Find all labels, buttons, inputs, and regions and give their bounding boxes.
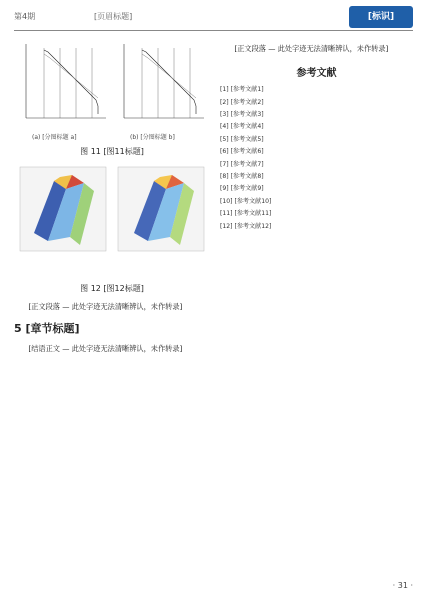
figure-11-plots: [14, 36, 210, 132]
section-5-paragraph: [结语正文 — 此处字迹无法清晰辨认，未作转录]: [28, 344, 183, 354]
fig11a-plot: [26, 44, 106, 118]
section-5-title: 5 [章节标题]: [14, 322, 80, 336]
running-title: [页眉标题]: [94, 12, 133, 21]
references-list: [220, 85, 413, 231]
figure-11: [14, 36, 210, 144]
page-number: · 31 ·: [392, 581, 413, 590]
right-paragraph: [正文段落 — 此处字迹无法清晰辨认，未作转录]: [234, 44, 389, 54]
reference-item: [8] [参考文献8]: [220, 173, 264, 181]
fig11b-caption: (b) [分图标题 b]: [130, 134, 175, 141]
header-rule: [14, 30, 413, 31]
page-header: [14, 6, 413, 28]
fig12-right-contour: [118, 167, 204, 251]
issue-number: 第4期: [14, 12, 36, 21]
references-title: 参考文献: [296, 68, 337, 80]
figure-12: [14, 163, 210, 281]
reference-item: [1] [参考文献1]: [220, 86, 264, 94]
reference-item: [7] [参考文献7]: [220, 160, 264, 168]
left-column: [14, 36, 210, 362]
fig11b-plot: [124, 44, 204, 118]
fig12-left-contour: [20, 167, 106, 251]
journal-logo: [标识]: [349, 6, 413, 28]
fig11a-caption: (a) [分图标题 a]: [32, 134, 77, 141]
right-column: [220, 36, 413, 234]
figure-12-illustrations: [14, 163, 210, 281]
reference-item: [4] [参考文献4]: [220, 123, 264, 131]
figure-12-caption: 图 12 [图12标题]: [80, 284, 144, 293]
reference-item: [10] [参考文献10]: [220, 197, 272, 205]
reference-item: [6] [参考文献6]: [220, 148, 264, 156]
reference-item: [2] [参考文献2]: [220, 98, 264, 106]
reference-item: [5] [参考文献5]: [220, 135, 264, 143]
reference-item: [3] [参考文献3]: [220, 111, 264, 118]
figure-11-caption: 图 11 [图11标题]: [80, 147, 144, 156]
left-paragraph: [正文段落 — 此处字迹无法清晰辨认，未作转录]: [28, 302, 183, 312]
reference-item: [11] [参考文献11]: [220, 210, 272, 218]
reference-item: [9] [参考文献9]: [220, 185, 264, 193]
reference-item: [12] [参考文献12]: [220, 222, 272, 230]
